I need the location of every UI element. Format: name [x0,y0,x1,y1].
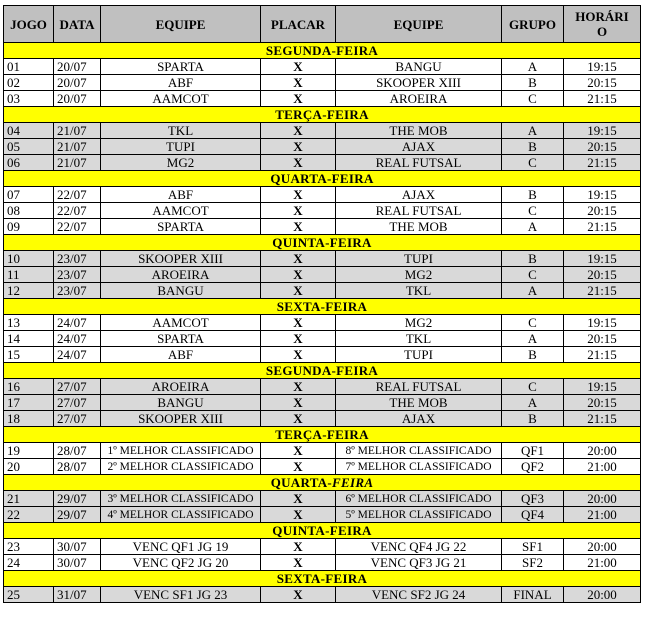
home-team: VENC QF2 JG 20 [101,555,261,571]
game-time: 21:15 [564,155,641,171]
score-x: X [261,75,336,91]
game-date: 20/07 [54,75,101,91]
day-label [4,235,641,251]
game-date: 21/07 [54,123,101,139]
game-number: 25 [4,587,54,603]
day-label [4,171,641,187]
score-x: X [261,251,336,267]
away-team: TUPI [336,251,502,267]
away-team: VENC QF4 JG 22 [336,539,502,555]
away-team: THE MOB [336,219,502,235]
score-x: X [261,331,336,347]
game-row [4,331,641,347]
game-date: 22/07 [54,187,101,203]
game-time: 19:15 [564,123,641,139]
day-band-row [4,235,641,251]
day-label-text: SEXTA-FEIRA [276,298,368,314]
away-team: MG2 [336,267,502,283]
game-number: 19 [4,443,54,459]
game-time: 20:00 [564,539,641,555]
game-row [4,283,641,299]
game-date: 24/07 [54,331,101,347]
group: C [502,91,564,107]
group: A [502,59,564,75]
game-date: 31/07 [54,587,101,603]
home-team: SPARTA [101,59,261,75]
game-row [4,587,641,603]
game-row [4,491,641,507]
game-row [4,459,641,475]
col-header-horario: HORÁRIO [564,6,641,43]
game-time: 21:00 [564,555,641,571]
game-date: 30/07 [54,539,101,555]
game-row [4,91,641,107]
group: B [502,347,564,363]
day-label [4,299,641,315]
group: A [502,395,564,411]
game-row [4,155,641,171]
game-number: 09 [4,219,54,235]
group: QF2 [502,459,564,475]
day-band-row [4,171,641,187]
game-number: 05 [4,139,54,155]
score-x: X [261,395,336,411]
game-row [4,203,641,219]
away-team: AJAX [336,139,502,155]
day-label-text: TERÇA-FEIRA [275,106,369,122]
group: A [502,331,564,347]
home-team: TUPI [101,139,261,155]
game-date: 29/07 [54,507,101,523]
away-team: AJAX [336,187,502,203]
score-x: X [261,459,336,475]
game-time: 21:15 [564,411,641,427]
group: QF3 [502,491,564,507]
score-x: X [261,283,336,299]
score-x: X [261,315,336,331]
day-band-row [4,427,641,443]
score-x: X [261,347,336,363]
score-x: X [261,555,336,571]
group: SF1 [502,539,564,555]
col-header-jogo: JOGO [4,6,54,43]
day-label-text: QUARTA- [270,474,333,490]
game-number: 13 [4,315,54,331]
game-row [4,75,641,91]
home-team: SKOOPER XIII [101,411,261,427]
day-label-italic-text: FEIRA [332,474,374,490]
away-team: BANGU [336,59,502,75]
game-number: 18 [4,411,54,427]
home-team: SPARTA [101,219,261,235]
away-team: 5º MELHOR CLASSIFICADO [336,507,502,523]
score-x: X [261,587,336,603]
game-date: 28/07 [54,459,101,475]
home-team: SPARTA [101,331,261,347]
game-number: 17 [4,395,54,411]
game-number: 12 [4,283,54,299]
home-team: BANGU [101,283,261,299]
game-number: 22 [4,507,54,523]
home-team: 2º MELHOR CLASSIFICADO [101,459,261,475]
day-band-row [4,571,641,587]
game-date: 24/07 [54,315,101,331]
game-time: 20:00 [564,587,641,603]
score-x: X [261,267,336,283]
score-x: X [261,203,336,219]
home-team: TKL [101,123,261,139]
game-row [4,219,641,235]
game-time: 19:15 [564,251,641,267]
group: C [502,267,564,283]
game-date: 21/07 [54,155,101,171]
group: A [502,219,564,235]
game-time: 19:15 [564,379,641,395]
away-team: REAL FUTSAL [336,203,502,219]
group: B [502,411,564,427]
away-team: REAL FUTSAL [336,155,502,171]
game-number: 08 [4,203,54,219]
game-number: 24 [4,555,54,571]
game-row [4,123,641,139]
group: FINAL [502,587,564,603]
game-time: 21:15 [564,347,641,363]
day-label-text: QUARTA-FEIRA [270,170,374,186]
day-band-row [4,43,641,59]
game-row [4,539,641,555]
game-date: 27/07 [54,395,101,411]
day-label [4,475,641,491]
home-team: AAMCOT [101,203,261,219]
day-label [4,107,641,123]
group: B [502,139,564,155]
game-number: 16 [4,379,54,395]
game-time: 19:15 [564,187,641,203]
away-team: AJAX [336,411,502,427]
game-row [4,347,641,363]
game-time: 20:00 [564,491,641,507]
day-label [4,363,641,379]
game-number: 23 [4,539,54,555]
game-number: 20 [4,459,54,475]
home-team: AAMCOT [101,315,261,331]
group: C [502,315,564,331]
score-x: X [261,379,336,395]
game-date: 27/07 [54,411,101,427]
col-header-equipe-away: EQUIPE [336,6,502,43]
game-row [4,251,641,267]
group: SF2 [502,555,564,571]
game-number: 14 [4,331,54,347]
away-team: TKL [336,283,502,299]
schedule-table [3,5,641,603]
game-row [4,139,641,155]
game-time: 21:00 [564,507,641,523]
day-label-text: QUINTA-FEIRA [272,522,372,538]
game-date: 29/07 [54,491,101,507]
game-number: 07 [4,187,54,203]
group: A [502,283,564,299]
col-header-data: DATA [54,6,101,43]
game-date: 20/07 [54,91,101,107]
away-team: REAL FUTSAL [336,379,502,395]
game-time: 20:15 [564,395,641,411]
game-date: 21/07 [54,139,101,155]
game-number: 10 [4,251,54,267]
game-number: 11 [4,267,54,283]
group: C [502,155,564,171]
day-label [4,427,641,443]
day-label-text: TERÇA-FEIRA [275,426,369,442]
day-label-text: QUINTA-FEIRA [272,234,372,250]
col-header-placar: PLACAR [261,6,336,43]
home-team: 4º MELHOR CLASSIFICADO [101,507,261,523]
group: C [502,379,564,395]
game-number: 06 [4,155,54,171]
home-team: ABF [101,347,261,363]
game-row [4,555,641,571]
game-date: 23/07 [54,251,101,267]
home-team: BANGU [101,395,261,411]
away-team: 8º MELHOR CLASSIFICADO [336,443,502,459]
away-team: 6º MELHOR CLASSIFICADO [336,491,502,507]
score-x: X [261,91,336,107]
game-time: 19:15 [564,59,641,75]
home-team: 3º MELHOR CLASSIFICADO [101,491,261,507]
score-x: X [261,539,336,555]
score-x: X [261,507,336,523]
home-team: VENC QF1 JG 19 [101,539,261,555]
group: B [502,187,564,203]
day-band-row [4,475,641,491]
day-band-row [4,107,641,123]
game-time: 20:15 [564,331,641,347]
group: QF1 [502,443,564,459]
day-label [4,43,641,59]
score-x: X [261,123,336,139]
score-x: X [261,411,336,427]
home-team: AROEIRA [101,267,261,283]
home-team: AAMCOT [101,91,261,107]
game-date: 28/07 [54,443,101,459]
col-header-equipe-home: EQUIPE [101,6,261,43]
away-team: THE MOB [336,395,502,411]
score-x: X [261,139,336,155]
home-team: ABF [101,75,261,91]
game-time: 20:15 [564,267,641,283]
game-time: 20:15 [564,75,641,91]
away-team: THE MOB [336,123,502,139]
away-team: 7º MELHOR CLASSIFICADO [336,459,502,475]
game-row [4,507,641,523]
game-number: 03 [4,91,54,107]
group: A [502,123,564,139]
day-label [4,571,641,587]
home-team: 1º MELHOR CLASSIFICADO [101,443,261,459]
game-time: 20:15 [564,139,641,155]
score-x: X [261,187,336,203]
header-row [4,6,641,43]
group: C [502,203,564,219]
game-row [4,395,641,411]
game-date: 23/07 [54,283,101,299]
game-row [4,59,641,75]
game-date: 22/07 [54,203,101,219]
game-date: 20/07 [54,59,101,75]
game-number: 15 [4,347,54,363]
away-team: TUPI [336,347,502,363]
schedule-body [4,43,641,603]
away-team: SKOOPER XIII [336,75,502,91]
game-time: 20:15 [564,203,641,219]
group: B [502,251,564,267]
away-team: MG2 [336,315,502,331]
score-x: X [261,155,336,171]
game-date: 23/07 [54,267,101,283]
home-team: VENC SF1 JG 23 [101,587,261,603]
game-date: 27/07 [54,379,101,395]
day-label-text: SEXTA-FEIRA [276,570,368,586]
day-band-row [4,363,641,379]
game-row [4,411,641,427]
score-x: X [261,443,336,459]
game-number: 21 [4,491,54,507]
home-team: AROEIRA [101,379,261,395]
away-team: TKL [336,331,502,347]
game-number: 01 [4,59,54,75]
score-x: X [261,219,336,235]
game-row [4,315,641,331]
day-label-text: SEGUNDA-FEIRA [265,362,379,378]
day-label-text: SEGUNDA-FEIRA [265,42,379,58]
home-team: SKOOPER XIII [101,251,261,267]
game-time: 21:15 [564,91,641,107]
game-date: 24/07 [54,347,101,363]
group: QF4 [502,507,564,523]
group: B [502,75,564,91]
game-date: 30/07 [54,555,101,571]
home-team: ABF [101,187,261,203]
game-time: 19:15 [564,315,641,331]
day-band-row [4,523,641,539]
game-time: 21:15 [564,283,641,299]
game-row [4,379,641,395]
away-team: VENC SF2 JG 24 [336,587,502,603]
game-time: 21:00 [564,459,641,475]
away-team: VENC QF3 JG 21 [336,555,502,571]
game-row [4,443,641,459]
game-row [4,267,641,283]
score-x: X [261,59,336,75]
game-row [4,187,641,203]
home-team: MG2 [101,155,261,171]
score-x: X [261,491,336,507]
game-time: 20:00 [564,443,641,459]
day-band-row [4,299,641,315]
col-header-grupo: GRUPO [502,6,564,43]
day-label [4,523,641,539]
game-time: 21:15 [564,219,641,235]
game-number: 04 [4,123,54,139]
away-team: AROEIRA [336,91,502,107]
game-date: 22/07 [54,219,101,235]
game-number: 02 [4,75,54,91]
